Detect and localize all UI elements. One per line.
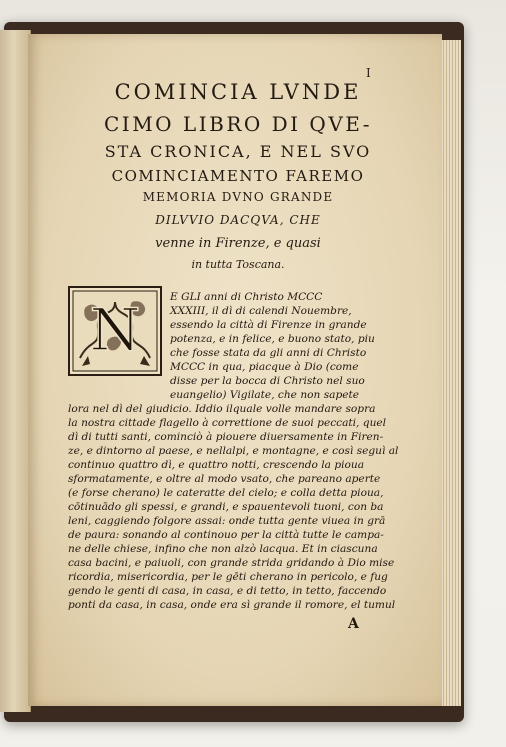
body-line: ricordia, misericordia, per le gēti cherano in pericolo, e fug [68, 571, 388, 583]
body-line: lora nel dì del giudicio. Iddio ilquale volle mandare sopra [68, 403, 376, 415]
body-line: potenza, e in felice, e buono stato, piu [170, 333, 375, 345]
body-line: XXXIII, il dì di calendi Nouembre, [170, 305, 352, 317]
heading-line-3: STA CRONICA, E NEL SVO [104, 142, 372, 161]
body-line: de paura: sonando al continouo per la città tutte le campa- [68, 529, 384, 541]
body-line: euangelio) Vigilate, che non sapete [170, 389, 360, 401]
initial-letter: N [89, 296, 141, 364]
book-page [28, 34, 442, 706]
heading-line-8: in tutta Toscana. [191, 258, 285, 271]
body-line: ponti da casa, in casa, onde era sì grande il romore, el tumul [68, 599, 396, 611]
page-edges [440, 40, 461, 706]
body-line: dì di tutti santi, cominciò à piouere diuersamente in Firen- [68, 431, 384, 443]
folio-number: I [366, 66, 371, 80]
heading-line-1: COMINCIA LVNDE [114, 80, 362, 104]
body-line: casa bacini, e paiuoli, con grande strida gridando à Dio mise [68, 557, 395, 569]
signature-mark: A [348, 616, 359, 632]
body-line: cōtinuādo gli spessi, e grandi, e spauentevoli tuoni, con ba [68, 501, 384, 513]
body-line: MCCC in qua, piacque à Dio (come [170, 361, 359, 373]
heading-line-4: COMINCIAMENTO FAREMO [111, 167, 365, 185]
decorated-initial [68, 286, 162, 376]
body-line: ne delle chiese, infino che non alzò lacqua. Et in ciascuna [68, 543, 378, 555]
body-line: gendo le genti di casa, in casa, e di tetto, in tetto, faccendo [68, 585, 387, 597]
heading-line-6: DILVVIO DACQVA, CHE [155, 213, 321, 227]
body-line: E GLI anni di Christo MCCC [170, 291, 323, 303]
body-line: sformatamente, e oltre al modo vsato, che pareano aperte [68, 473, 381, 485]
body-line: ze, e dintorno al paese, e nellalpi, e montagne, e così seguì al [68, 445, 399, 457]
body-line: che fosse stata da gli anni di Christo [170, 347, 367, 359]
floral-ornament-icon [70, 288, 160, 374]
body-line: la nostra cittade flagello à correttione de suoi peccati, quel [68, 417, 387, 429]
heading-line-5: MEMORIA DVNO GRANDE [142, 190, 334, 204]
body-line: essendo la città di Firenze in grande [170, 319, 367, 331]
heading-line-7: venne in Firenze, e quasi [155, 236, 321, 251]
heading-line-2: CIMO LIBRO DI QVE- [104, 112, 372, 136]
book-spine-edge [0, 30, 31, 712]
body-line: leni, caggiendo folgore assai: onde tutta gente viuea in grā [68, 515, 386, 527]
body-line: disse per la bocca di Christo nel suo [170, 375, 365, 387]
body-line: continuo quattro dì, e quattro notti, crescendo la pioua [68, 459, 365, 471]
body-line: (e forse cherano) le cateratte del cielo; e colla detta pioua, [68, 487, 384, 499]
